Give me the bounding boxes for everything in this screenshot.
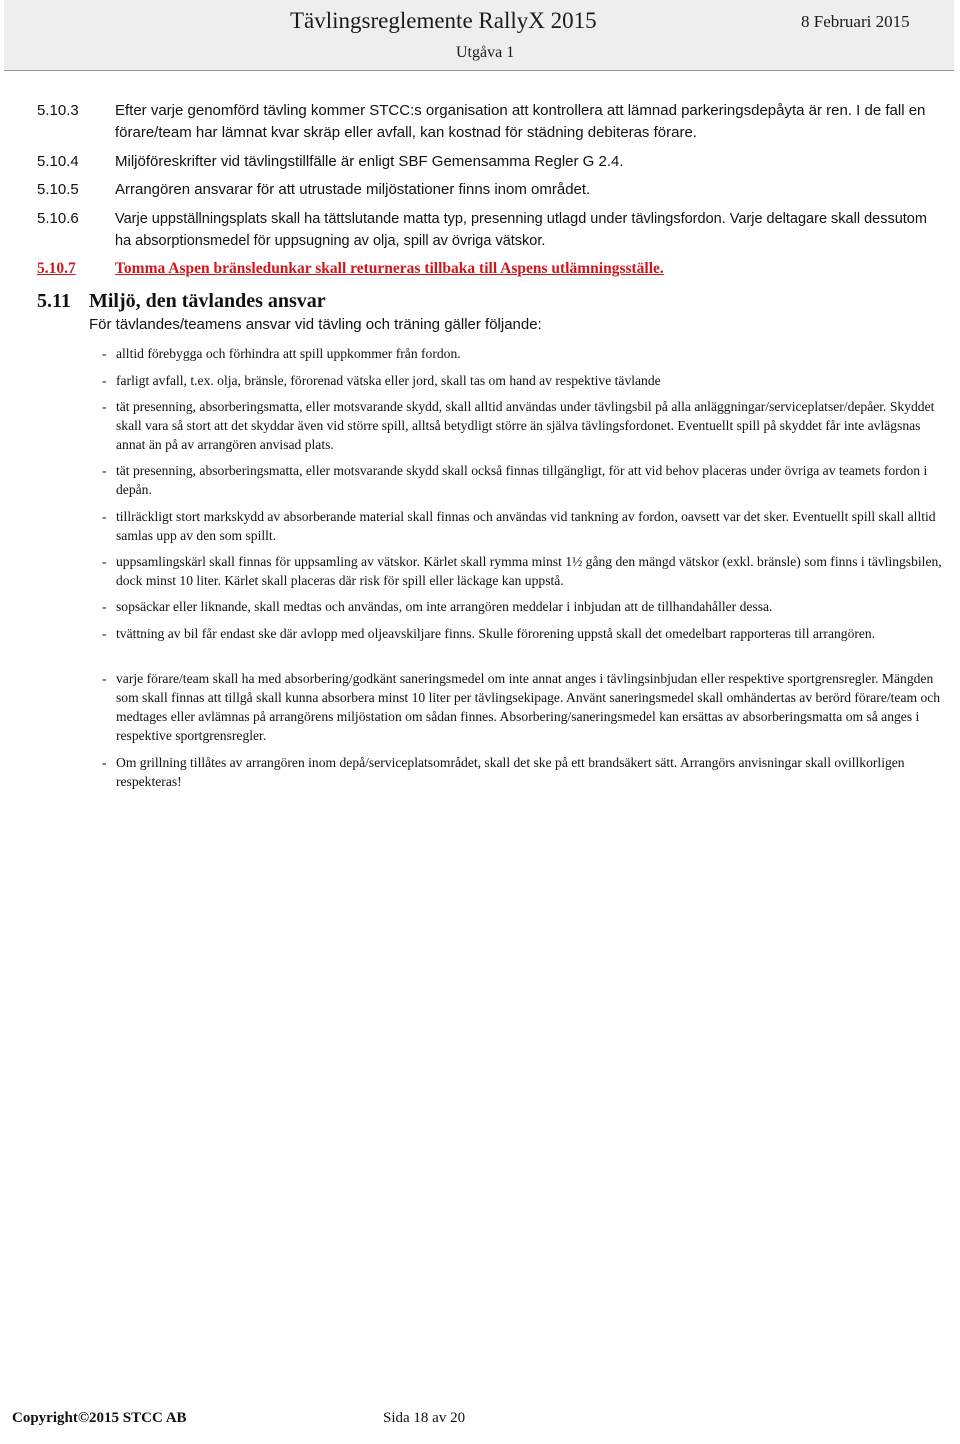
clause-text: Tomma Aspen bränsledunkar skall returneras tillbaka till Aspens utlämningsställe. bbox=[115, 260, 664, 277]
clause-number: 5.10.3 bbox=[37, 102, 79, 119]
clause-number: 5.10.6 bbox=[37, 210, 79, 227]
clause-5-10-7 bbox=[37, 258, 942, 280]
list-item: - tvättning av bil får endast ske där avlopp med oljeavskiljare finns. Skulle förorening uppstå skall det omedelbart rapporteras till arrangören. bbox=[102, 626, 876, 641]
footer-copyright: Copyright©2015 STCC AB bbox=[12, 1410, 187, 1426]
clause-number: 5.10.4 bbox=[37, 153, 79, 170]
document-edition: Utgåva 1 bbox=[456, 44, 515, 61]
list-item: - alltid förebygga och förhindra att spill uppkommer från fordon. bbox=[102, 346, 461, 361]
list-item: - tät presenning, absorberingsmatta, eller motsvarande skydd, skall alltid användas under tävlingsbil på alla anläggningar/serviceplatser/depåer. Skyddet skall vara så stort att det skyddar även vid större spill, alltså betydligt större än själva tävlingsfordonet. Eventuellt spill på skyddet får inte avlägsnas annat än på av arrangören anvisad plats. bbox=[102, 399, 935, 452]
bullet-marker: - bbox=[102, 755, 107, 770]
list-item: - uppsamlingskärl skall finnas för uppsamling av vätskor. Kärlet skall rymma minst 1½ gång den mängd vätskor (exkl. bränsle) som finns i tävlingsbilen, dock minst 10 liter. Kärlet skall placeras där risk för spill eller läckage kan uppstå. bbox=[102, 554, 942, 588]
bullet-marker: - bbox=[102, 399, 107, 414]
list-item: - Om grillning tillåtes av arrangören inom depå/serviceplatsområdet, skall det ske på ett brandsäkert sätt. Arrangörs anvisningar skall ovillkorligen respekteras! bbox=[102, 755, 905, 789]
list-item: - tillräckligt stort markskydd av absorberande material skall finnas och användas vid tankning av fordon, oavsett var det sker. Eventuellt spill skall alltid samlas upp av den som spillt. bbox=[102, 509, 936, 543]
list-item: - tät presenning, absorberingsmatta, eller motsvarande skydd skall också finnas tillgängligt, för att vid behov placeras under övriga av teamets fordon i depån. bbox=[102, 463, 928, 497]
bullet-marker: - bbox=[102, 509, 107, 524]
section-title: Miljö, den tävlandes ansvar bbox=[89, 290, 326, 312]
section-number: 5.11 bbox=[37, 290, 71, 312]
clause-text: Miljöföreskrifter vid tävlingstillfälle är enligt SBF Gemensamma Regler G 2.4. bbox=[115, 153, 624, 170]
clause-5-10-6 bbox=[37, 208, 942, 252]
clause-text: Varje uppställningsplats skall ha tättslutande matta typ, presenning utlagd under tävlingsfordon. Varje deltagare skall dessutom ha absorptionsmedel för uppsugning av olja, spill av övriga vätskor. bbox=[115, 211, 927, 249]
clause-text: Arrangören ansvarar för att utrustade miljöstationer finns inom området. bbox=[115, 181, 591, 198]
clause-5-10-4 bbox=[37, 151, 942, 173]
bullet-marker: - bbox=[102, 463, 107, 478]
page-header bbox=[4, 0, 954, 71]
list-item: - farligt avfall, t.ex. olja, bränsle, förorenad vätska eller jord, skall tas om hand av respektive tävlande bbox=[102, 373, 661, 388]
section-intro: För tävlandes/teamens ansvar vid tävling och träning gäller följande: bbox=[89, 316, 542, 333]
section-heading bbox=[37, 290, 326, 313]
footer-page-number: Sida 18 av 20 bbox=[383, 1410, 466, 1426]
bullet-marker: - bbox=[102, 671, 107, 686]
bullet-marker: - bbox=[102, 599, 107, 614]
clause-5-10-3 bbox=[37, 100, 942, 144]
bullet-marker: - bbox=[102, 346, 107, 361]
bullet-marker: - bbox=[102, 554, 107, 569]
bullet-marker: - bbox=[102, 373, 107, 388]
clause-number: 5.10.7 bbox=[37, 260, 76, 277]
clause-text: Efter varje genomförd tävling kommer STCC:s organisation att kontrollera att lämnad parkeringsdepåyta är ren. I de fall en förare/team har lämnat kvar skräp eller avfall, kan kostnad för städning debiteras förare. bbox=[115, 102, 926, 141]
clause-5-10-5 bbox=[37, 179, 942, 201]
clause-number: 5.10.5 bbox=[37, 181, 79, 198]
document-title: Tävlingsreglemente RallyX 2015 bbox=[290, 8, 597, 33]
list-item: - sopsäckar eller liknande, skall medtas och användas, om inte arrangören meddelar i inbjudan att de tillhandahåller dessa. bbox=[102, 599, 773, 614]
list-item: - varje förare/team skall ha med absorbering/godkänt saneringsmedel om inte annat anges i tävlingsinbjudan eller respektive sportgrensregler. Mängden som skall finnas att tillgå skall kunna absorbera minst 10 liter per tävlingsekipage. Använt saneringsmedel skall omhändertas av berörd förare/team och medtages eller avlämnas på arrangörens miljöstation om sådan finnes. Absorbering/saneringsmedel kan ersättas av absorberingsmatta om så anges i respektive sportgrensregler. bbox=[102, 671, 941, 743]
document-date: 8 Februari 2015 bbox=[801, 12, 910, 31]
bullet-marker: - bbox=[102, 626, 107, 641]
